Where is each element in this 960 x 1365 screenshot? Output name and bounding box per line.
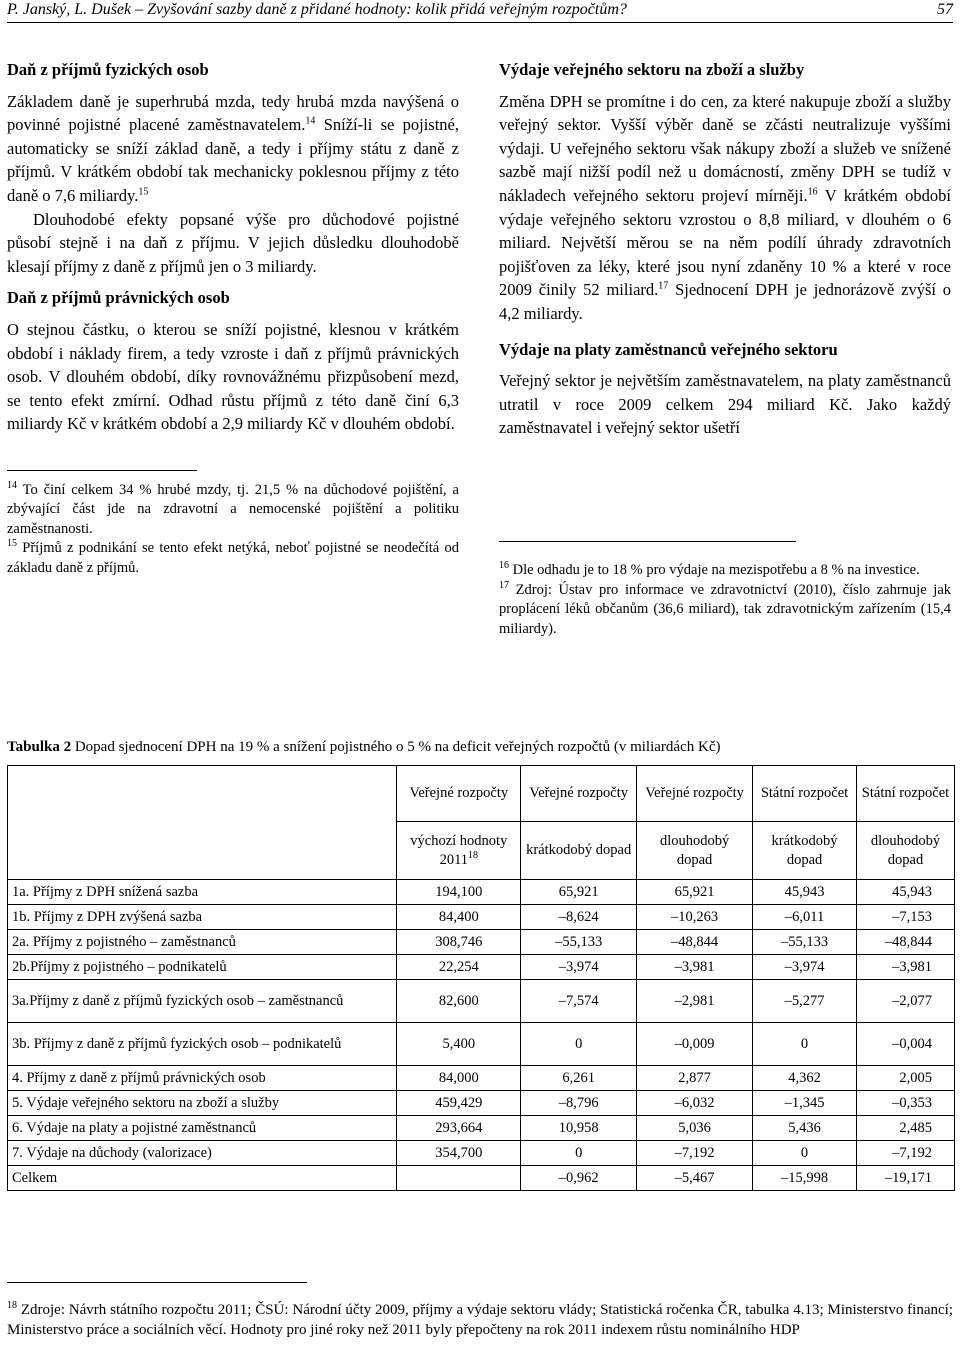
table-cell: –3,981 xyxy=(857,955,955,980)
footnote-15: $^{15}$ Příjmů z podnikání se tento efekt netýká, neboť pojistné se neodečítá od základu daně z příjmů. xyxy=(7,538,459,576)
table-cell: 0 xyxy=(521,1141,637,1166)
table-cell: –2,981 xyxy=(637,980,753,1023)
table-cell: –48,844 xyxy=(637,930,753,955)
table-cell: 65,921 xyxy=(521,880,637,905)
table-cell: 5,036 xyxy=(637,1116,753,1141)
table-row-label: 1a. Příjmy z DPH snížená sazba xyxy=(8,880,397,905)
table-header-cell: Veřejné rozpočty xyxy=(397,766,521,822)
table-header-cell: Státní rozpočet xyxy=(753,766,857,822)
table-cell: –0,962 xyxy=(521,1166,637,1191)
table-row-label: 4. Příjmy z daně z příjmů právnických osob xyxy=(8,1066,397,1091)
table-row-label: Celkem xyxy=(8,1166,397,1191)
table-cell: –2,077 xyxy=(857,980,955,1023)
table-header-row-1 xyxy=(8,766,955,822)
table-cell: –55,133 xyxy=(521,930,637,955)
table-cell: 308,746 xyxy=(397,930,521,955)
table-row xyxy=(8,1116,955,1141)
table-row-label: 2b.Příjmy z pojistného – podnikatelů xyxy=(8,955,397,980)
table-cell: 293,664 xyxy=(397,1116,521,1141)
page-number: 57 xyxy=(937,1,953,18)
table-cell: 6,261 xyxy=(521,1066,637,1091)
table-cell: –3,974 xyxy=(521,955,637,980)
table-cell: –0,009 xyxy=(637,1023,753,1066)
footnote-14: $^{14}$ To činí celkem 34 % hrubé mzdy, tj. 21,5 % na důchodové pojištění, a zbývající část jde na zdravotní a nemocenské pojištění a politiku zaměstnanosti. xyxy=(7,480,459,537)
table-body xyxy=(8,880,955,1191)
table-cell: 2,005 xyxy=(857,1066,955,1091)
table-cell: 22,254 xyxy=(397,955,521,980)
table-row xyxy=(8,1066,955,1091)
paragraph-cit: O stejnou částku, o kterou se sníží pojistné, klesnou v krátkém období i náklady firem, a tedy vzroste i daň z příjmů právnických osob. V dlouhém období, díky rovnovážnému přizpůsobení mezd, se tento efekt zmírní. Odhad růstu příjmů z této daně činí 6,3 miliardy Kč v krátkém období a 2,9 miliardy Kč v dlouhém období. xyxy=(7,319,459,434)
section-heading-cit: Daň z příjmů právnických osob xyxy=(7,288,230,308)
table-cell: 45,943 xyxy=(857,880,955,905)
paragraph-pit-2: Dlouhodobé efekty popsané výše pro důchodové pojistné působí stejně i na daň z příjmu. V jejich důsledku dlouhodobě klesají příjmy z daně z příjmů jen o 3 miliardy. xyxy=(7,209,459,276)
deficit-impact-table xyxy=(7,765,955,1191)
table-cell xyxy=(397,1166,521,1191)
footnote-ref-15[interactable]: 15 xyxy=(138,186,149,198)
table-header-cell: Veřejné rozpočty xyxy=(637,766,753,822)
table-header-cell: Státní rozpočet xyxy=(857,766,955,822)
table-cell: –3,981 xyxy=(637,955,753,980)
footnote-17: $^{17}$ Zdroj: Ústav pro informace ve zdravotnictví (2010), číslo zahrnuje jak proplácení léků občanům (36,6 miliard), tak zdravotnickým zařízením (15,4 miliardy). xyxy=(499,579,951,637)
table-row xyxy=(8,1091,955,1116)
table-header-cell: dlouhodobý dopad xyxy=(857,822,955,880)
table-cell: 459,429 xyxy=(397,1091,521,1116)
table-cell: 2,877 xyxy=(637,1066,753,1091)
footnote-18: $^{18}$ Zdroje: Návrh státního rozpočtu 2011; ČSÚ: Národní účty 2009, příjmy a výdaje sektoru vlády; Statistická ročenka ČR, tabulka 4.13; Ministerstvo financí; Ministerstvo práce a sociálních věcí. Hodnoty pro jiné roky než 2011 byly přepočteny na rok 2011 indexem růstu nominálního HDP xyxy=(7,1300,953,1338)
table-cell: –19,171 xyxy=(857,1166,955,1191)
table-row xyxy=(8,1023,955,1066)
table-cell: –8,796 xyxy=(521,1091,637,1116)
table-row xyxy=(8,905,955,930)
table-header-cell: dlouhodobý dopad xyxy=(637,822,753,880)
right-column xyxy=(499,58,951,440)
table-cell: –7,574 xyxy=(521,980,637,1023)
section-heading-goods: Výdaje veřejného sektoru na zboží a služby xyxy=(499,60,805,79)
footnote-ref-18[interactable]: 18 xyxy=(468,849,479,861)
table-row-label: 7. Výdaje na důchody (valorizace) xyxy=(8,1141,397,1166)
footnote-16: $^{16}$ Dle odhadu je to 18 % pro výdaje na mezispotřebu a 8 % na investice. xyxy=(499,560,920,578)
footnote-ref-14[interactable]: 14 xyxy=(305,115,316,127)
table-row-label: 3b. Příjmy z daně z příjmů fyzických osob – podnikatelů xyxy=(8,1023,397,1066)
table-cell: 45,943 xyxy=(753,880,857,905)
table-cell: –7,153 xyxy=(857,905,955,930)
table-cell: 194,100 xyxy=(397,880,521,905)
paragraph-salaries: Veřejný sektor je největším zaměstnavatelem, na platy zaměstnanců utratil v roce 2009 celkem 294 miliard Kč. Jako každý zaměstnavatel i veřejný sektor ušetří xyxy=(499,371,951,438)
table-cell: –1,345 xyxy=(753,1091,857,1116)
table-cell: –7,192 xyxy=(857,1141,955,1166)
table-cell: 4,362 xyxy=(753,1066,857,1091)
table-cell: 2,485 xyxy=(857,1116,955,1141)
table-cell: –8,624 xyxy=(521,905,637,930)
footnote-ref-17[interactable]: 17 xyxy=(658,280,669,292)
table-row xyxy=(8,880,955,905)
table-cell: 5,436 xyxy=(753,1116,857,1141)
table-header-cell: krátkodobý dopad xyxy=(521,822,637,880)
table-cell: 0 xyxy=(521,1023,637,1066)
section-heading-pit: Daň z příjmů fyzických osob xyxy=(7,60,209,79)
table-cell: –6,011 xyxy=(753,905,857,930)
footnote-divider-right xyxy=(499,541,796,542)
table-caption: Tabulka 2 Dopad sjednocení DPH na 19 % a snížení pojistného o 5 % na deficit veřejných rozpočtů (v miliardách Kč) xyxy=(7,739,721,755)
table-header-cell: výchozí hodnoty 2011$^{18}$ xyxy=(397,822,521,880)
table-cell: 65,921 xyxy=(637,880,753,905)
table-cell: –5,467 xyxy=(637,1166,753,1191)
table-cell: 10,958 xyxy=(521,1116,637,1141)
table-cell: 0 xyxy=(753,1023,857,1066)
table-cell: 0 xyxy=(753,1141,857,1166)
table-cell: –48,844 xyxy=(857,930,955,955)
paragraph-pit-1: Základem daně je superhrubá mzda, tedy hrubá mzda navýšená o povinné pojistné placené zaměstnavatelem.$^{14}$ Sníží-li se pojistné, automaticky se sníží základ daně, a tedy i příjmy státu z daně z příjmů. V krátkém období tak mechanicky poklesnou příjmy z této daně o 7,6 miliardy.$^{15}$ xyxy=(7,91,459,205)
table-row-label: 3a.Příjmy z daně z příjmů fyzických osob – zaměstnanců xyxy=(8,980,397,1023)
running-title: P. Janský, L. Dušek – Zvyšování sazby daně z přidané hodnoty: kolik přidá veřejným rozpočtům? xyxy=(7,1,627,18)
table-cell: 84,400 xyxy=(397,905,521,930)
table-cell: –3,974 xyxy=(753,955,857,980)
running-header xyxy=(7,0,953,23)
table-header-cell: krátkodobý dopad xyxy=(753,822,857,880)
table-row xyxy=(8,1141,955,1166)
table-row xyxy=(8,980,955,1023)
table-row-label: 6. Výdaje na platy a pojistné zaměstnanců xyxy=(8,1116,397,1141)
table-cell: –15,998 xyxy=(753,1166,857,1191)
table-header-cell: Veřejné rozpočty xyxy=(521,766,637,822)
table-cell: 354,700 xyxy=(397,1141,521,1166)
table-cell: –0,353 xyxy=(857,1091,955,1116)
table-cell: 84,000 xyxy=(397,1066,521,1091)
table-cell: –0,004 xyxy=(857,1023,955,1066)
table-cell: –5,277 xyxy=(753,980,857,1023)
table-row-label: 5. Výdaje veřejného sektoru na zboží a služby xyxy=(8,1091,397,1116)
section-heading-salaries: Výdaje na platy zaměstnanců veřejného sektoru xyxy=(499,339,838,359)
table-row xyxy=(8,955,955,980)
table-cell: –55,133 xyxy=(753,930,857,955)
table-row-label: 1b. Příjmy z DPH zvýšená sazba xyxy=(8,905,397,930)
left-column xyxy=(7,58,459,578)
table-cell: 5,400 xyxy=(397,1023,521,1066)
paragraph-goods: Změna DPH se promítne i do cen, za které nakupuje zboží a služby veřejný sektor. Vyšší výběr daně se zčásti neutralizuje vyššími výdaji. U veřejného sektoru však nákupy zboží a služeb ve snížené sazbě mají nižší podíl než u domácností, změny DPH se tudíž v nákladech veřejného sektoru projeví mírněji.$^{16}$ V krátkém období výdaje veřejného sektoru vzrostou o 8,8 miliard, v dlouhém o 6 miliard. Největší měrou se na něm podílí úhrady zdravotních pojišťoven za léky, které jsou nyní zdaněny 10 % a které v roce 2009 činily 52 miliard.$^{17}$ Sjednocení DPH je jednorázově zvýší o 4,2 miliardy. xyxy=(499,91,952,323)
table-row xyxy=(8,930,955,955)
table-header-blank xyxy=(8,766,397,880)
footnote-ref-16[interactable]: 16 xyxy=(807,186,818,198)
table-cell: –10,263 xyxy=(637,905,753,930)
table-row-label: 2a. Příjmy z pojistného – zaměstnanců xyxy=(8,930,397,955)
table-cell: –6,032 xyxy=(637,1091,753,1116)
table-row xyxy=(8,1166,955,1191)
table-cell: 82,600 xyxy=(397,980,521,1023)
bottom-footnote-divider xyxy=(7,1282,307,1283)
table-cell: –7,192 xyxy=(637,1141,753,1166)
right-footnotes xyxy=(499,561,951,639)
